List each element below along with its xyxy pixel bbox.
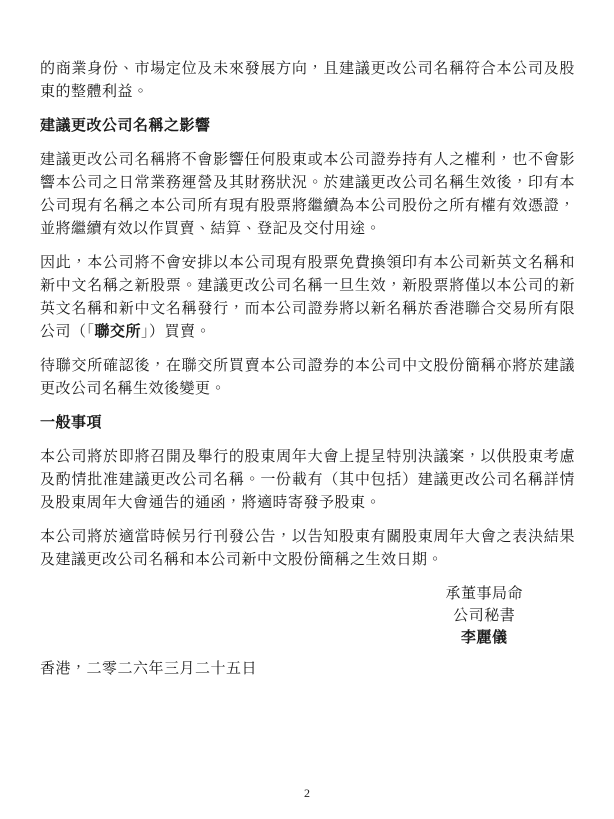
paragraph-general-agm-resolution: 本公司將於即將召開及舉行的股東周年大會上提呈特別決議案，以供股東考慮及酌情批准建議更改公司名稱。一份載有（其中包括）建議更改公司名稱詳情及股東周年大會通告的通函，將適時寄發予股東。 [40, 449, 575, 511]
paragraph-intro-continuation: 的商業身份、市場定位及未來發展方向，且建議更改公司名稱符合本公司及股東的整體利益。 [40, 61, 575, 100]
paragraph-effect-share-certificates-text: 因此，本公司將不會安排以本公司現有股票免費換領印有本公司新英文名稱和新中文名稱之新股票。建議更改公司名稱一旦生效，新股票將僅以本公司的新英文名稱和新中文名稱發行，而本公司證券將以新名稱於香港聯合交易所有限公司（「 [40, 255, 575, 340]
paragraph-effect-stock-short-name: 待聯交所確認後，在聯交所買賣本公司證券的本公司中文股份簡稱亦將於建議更改公司名稱生效後變更。 [40, 358, 575, 397]
paragraph-effect-share-certificates-tail: 」）買賣。 [141, 324, 212, 340]
stock-exchange-defined-term: 聯交所 [94, 324, 142, 340]
paragraph-effect-share-certificates [40, 252, 575, 344]
signature-company-secretary-title: 公司秘書 [453, 608, 516, 624]
signature-block [445, 583, 523, 649]
section-heading-name-change-effect: 建議更改公司名稱之影響 [40, 118, 211, 134]
signature-secretary-name: 李麗儀 [460, 630, 508, 646]
page-number: 2 [304, 786, 310, 800]
signature-by-order-of-board: 承董事局命 [445, 586, 523, 602]
dateline: 香港，二零二六年三月二十五日 [40, 661, 258, 677]
paragraph-effect-shareholder-rights: 建議更改公司名稱將不會影響任何股東或本公司證券持有人之權利，也不會影響本公司之日常業務運營及其財務狀況。於建議更改公司名稱生效後，印有本公司現有名稱之本公司所有現有股票將繼續為本公司股份之所有權有效憑證，並將繼續有效以作買賣、結算、登記及交付用途。 [40, 152, 575, 237]
paragraph-general-further-announcement: 本公司將於適當時候另行刊發公告，以告知股東有關股東周年大會之表決結果及建議更改公司名稱和本公司新中文股份簡稱之生效日期。 [40, 529, 575, 568]
section-heading-general-matters: 一般事項 [40, 415, 103, 431]
